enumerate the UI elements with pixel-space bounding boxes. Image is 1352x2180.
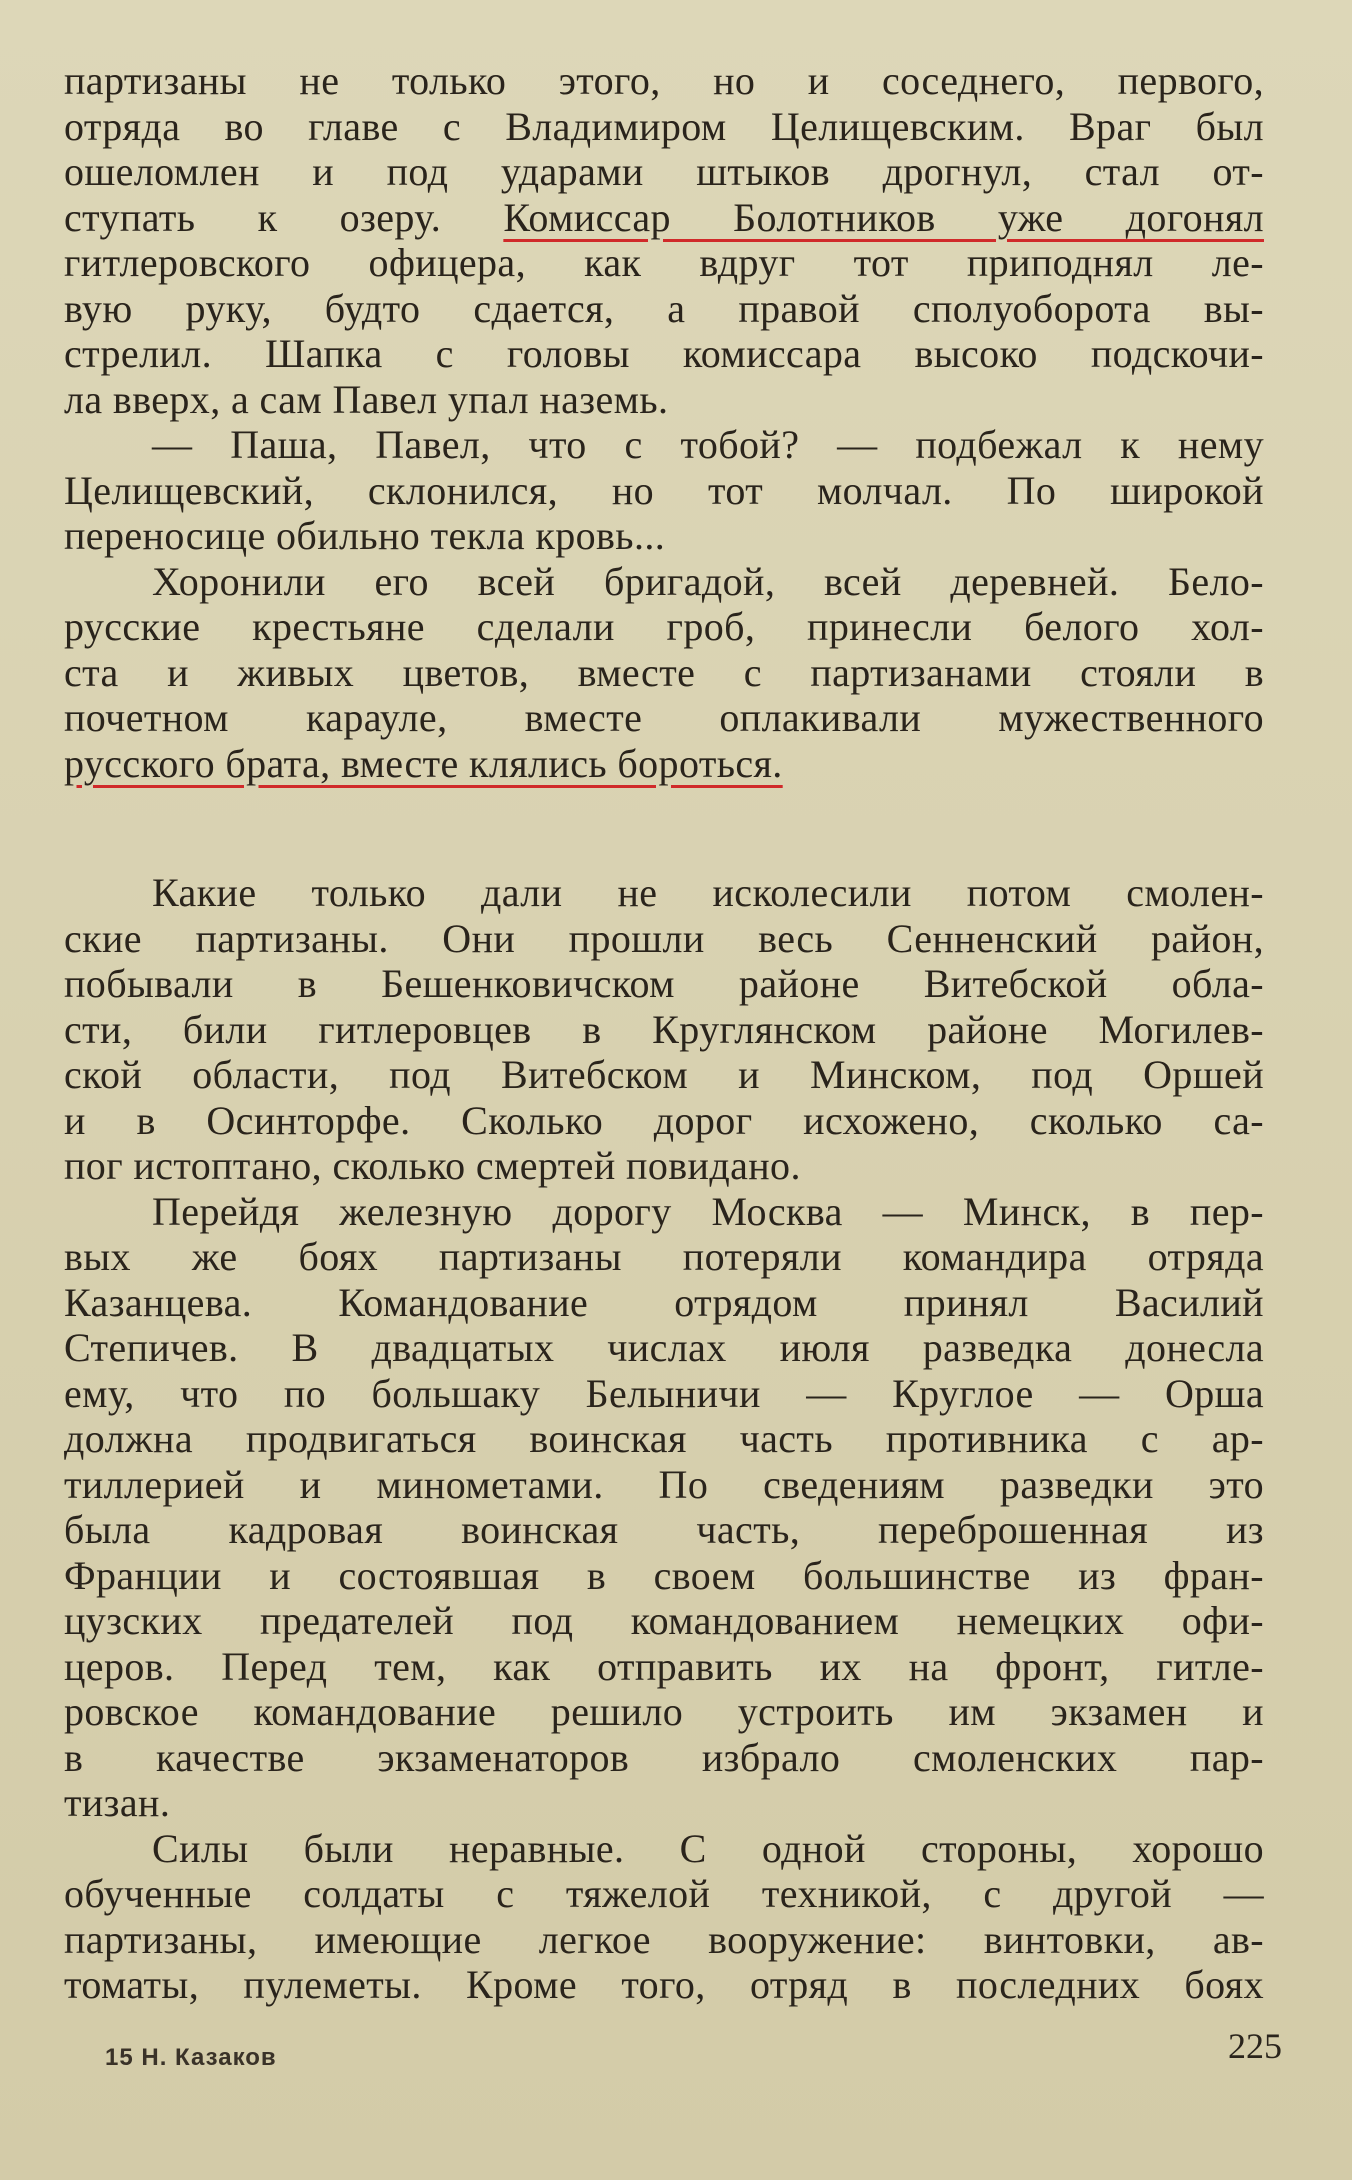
text-line: — Паша, Павел, что с тобой? — подбежал к нему (152, 422, 1264, 467)
text-line: побывали в Бешенковичском районе Витебской обла- (64, 961, 1264, 1006)
text-line: сти, били гитлеровцев в Круглянском районе Могилев- (64, 1006, 1264, 1052)
text-line: отряда во главе с Владимиром Целищевским. Враг был (64, 103, 1264, 149)
text-line: церов. Перед тем, как отправить их на фронт, гитле- (64, 1643, 1264, 1689)
text-line: Силы были неравные. С одной стороны, хорошо (152, 1825, 1264, 1871)
text-line: гитлеровского офицера, как вдруг тот приподнял ле- (64, 240, 1264, 285)
text-line: стрелил. Шапка с головы комиссара высоко подскочи- (64, 331, 1264, 376)
text-fragment: ступать к озеру. (64, 194, 504, 240)
paragraph-6 (64, 1826, 1264, 2008)
text-line: ской области, под Витебском и Минском, под Оршей (64, 1052, 1264, 1097)
text-line: Какие только дали не исколесили потом смолен- (152, 870, 1264, 915)
text-section-1 (64, 58, 1264, 786)
text-line: Перейдя железную дорогу Москва — Минск, в пер- (152, 1188, 1264, 1234)
text-line: должна продвигаться воинская часть противника с ар- (64, 1416, 1264, 1461)
text-line: обученные солдаты с тяжелой техникой, с другой — (64, 1871, 1264, 1916)
text-line: Степичев. В двадцатых числах июля разведка донесла (64, 1325, 1264, 1370)
text-line: почетном карауле, вместе оплакивали мужественного (64, 695, 1264, 740)
text-line: ста и живых цветов, вместе с партизанами стояли в (64, 649, 1264, 695)
text-line: Хоронили его всей бригадой, всей деревней. Бело- (152, 558, 1264, 604)
text-line: ские партизаны. Они прошли весь Сенненский район, (64, 915, 1264, 961)
text-line-underlined (64, 741, 1264, 787)
paragraph-2 (64, 422, 1264, 559)
signature-mark: 15 Н. Казаков (105, 2044, 277, 2071)
text-line: вых же боях партизаны потеряли командира отряда (64, 1234, 1264, 1279)
text-line: ошеломлен и под ударами штыков дрогнул, стал от- (64, 149, 1264, 194)
text-line: тизан. (64, 1780, 171, 1825)
text-line: Франции и состоявшая в своем большинстве из фран- (64, 1552, 1264, 1598)
underlined-text: Комиссар Болотников уже догонял (503, 194, 1264, 240)
text-line: Казанцева. Командование отрядом принял Василий (64, 1279, 1264, 1325)
text-line: ровское командование решило устроить им экзамен и (64, 1689, 1264, 1734)
text-section-2 (64, 870, 1264, 2008)
paragraph-5 (64, 1189, 1264, 1826)
text-line: Целищевский, склонился, но тот молчал. По широкой (64, 467, 1264, 513)
page-number: 225 (1228, 2026, 1282, 2066)
text-line: цузских предателей под командованием немецких офи- (64, 1598, 1264, 1643)
text-line: была кадровая воинская часть, переброшенная из (64, 1507, 1264, 1552)
text-line: ему, что по большаку Белыничи — Круглое — Орша (64, 1370, 1264, 1416)
underlined-text: русского брата, вместе клялись бороться. (64, 740, 783, 786)
text-line: вую руку, будто сдается, а правой сполуоборота вы- (64, 285, 1264, 331)
text-line: и в Осинторфе. Сколько дорог исхожено, сколько са- (64, 1097, 1264, 1143)
text-line: русские крестьяне сделали гроб, принесли белого хол- (64, 604, 1264, 649)
text-line: томаты, пулеметы. Кроме того, отряд в последних боях (64, 1962, 1264, 2007)
paragraph-4 (64, 870, 1264, 1189)
text-line-with-underline (64, 195, 1264, 241)
paragraph-3 (64, 559, 1264, 787)
text-line: пог истоптано, сколько смертей повидано. (64, 1143, 801, 1188)
paragraph-1 (64, 58, 1264, 422)
text-line: ла вверх, а сам Павел упал наземь. (64, 376, 669, 422)
text-line: тиллерией и минометами. По сведениям разведки это (64, 1461, 1264, 1507)
text-line: переносице обильно текла кровь... (64, 513, 666, 558)
text-line: в качестве экзаменаторов избрало смоленских пар- (64, 1734, 1264, 1780)
text-line: партизаны не только этого, но и соседнего, первого, (64, 58, 1264, 103)
text-line: партизаны, имеющие легкое вооружение: винтовки, ав- (64, 1916, 1264, 1962)
